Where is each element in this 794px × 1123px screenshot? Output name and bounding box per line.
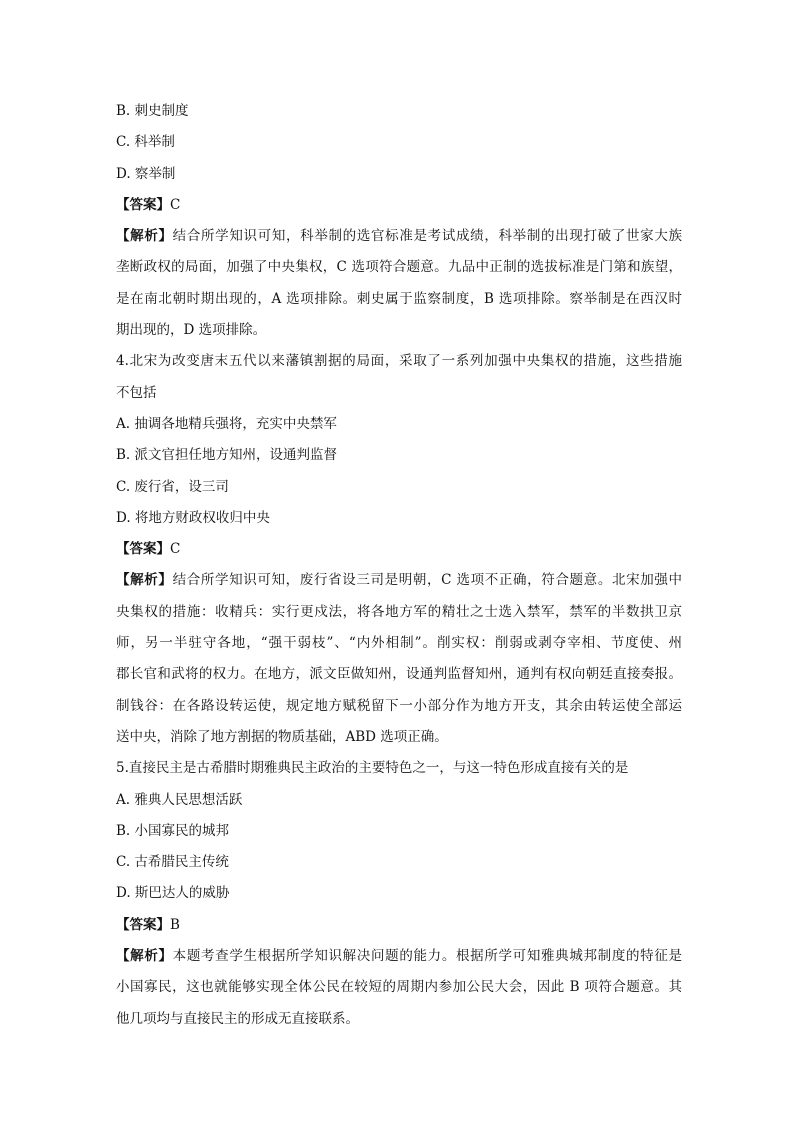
- q3-answer-label: 【答案】: [116, 196, 170, 213]
- q5-option-a: A. 雅典人民思想活跃: [116, 791, 243, 808]
- q5-answer: [116, 915, 682, 946]
- q3-explanation-line-1: [116, 226, 682, 257]
- q3-explanation-label: 【解析】: [116, 228, 173, 245]
- q4-answer-value: C: [170, 541, 181, 558]
- q4-explanation-label: 【解析】: [116, 572, 173, 589]
- q4-explanation-line-3: 师，另一半驻守各地，“强干弱枝”、“内外相制”。削实权：削弱或剥夺宰相、节度使、州: [116, 635, 682, 652]
- q5-explanation-line-1: [116, 946, 682, 977]
- q3-option-c: C. 科举制: [116, 134, 175, 151]
- q5-explanation-text-1: 本题考查学生根据所学知识解决问题的能力。根据所学可知雅典城邦制度的特征是: [172, 948, 682, 965]
- q4-explanation-line-6: 送中央，消除了地方割据的物质基础，ABD 选项正确。: [116, 728, 448, 745]
- q4-explanation-line-4: 郡长官和武将的权力。在地方，派文臣做知州，设通判监督知州，通判有权向朝廷直接奏报。: [116, 666, 682, 683]
- q4-answer: [116, 539, 682, 570]
- q4-option-b: B. 派文官担任地方知州，设通判监督: [116, 447, 338, 464]
- q4-question-line-2: 不包括: [116, 384, 157, 401]
- q3-option-b: B. 刺史制度: [116, 103, 189, 119]
- q5-option-d: D. 斯巴达人的威胁: [116, 885, 230, 902]
- q5-question-line-1: 5.直接民主是古希腊时期雅典民主政治的主要特色之一，与这一特色形成直接有关的是: [116, 760, 629, 777]
- q3-explanation-text-1: 结合所学知识可知，科举制的选官标准是考试成绩，科举制的出现打破了世家大族: [172, 228, 682, 245]
- q4-explanation-line-2: 央集权的措施：收精兵：实行更戍法，将各地方军的精壮之士选入禁军，禁军的半数拱卫京: [116, 603, 682, 620]
- q4-explanation-line-1: [116, 570, 682, 601]
- q5-explanation-line-2: 小国寡民，这也就能够实现全体公民在较短的周期内参加公民大会，因此 B 项符合题意。其: [116, 979, 682, 996]
- q4-option-a: A. 抽调各地精兵强将，充实中央禁军: [116, 415, 337, 432]
- q3-explanation-line-3: 是在南北朝时期出现的，A 选项排除。刺史属于监察制度，B 选项排除。察举制是在西汉时: [116, 290, 682, 307]
- q5-explanation-label: 【解析】: [116, 948, 173, 965]
- q5-explanation-line-3: 他几项均与直接民主的形成无直接联系。: [116, 1010, 359, 1027]
- q3-option-d: D. 察举制: [116, 165, 176, 182]
- q4-question-line-1: 4.北宋为改变唐末五代以来藩镇割据的局面，采取了一系列加强中央集权的措施，这些措施: [116, 353, 682, 370]
- q4-explanation-line-5: 制钱谷：在各路设转运使，规定地方赋税留下一小部分作为地方开支，其余由转运使全部运: [116, 697, 682, 714]
- q3-answer: [116, 195, 682, 226]
- q4-option-d: D. 将地方财政权收归中央: [116, 509, 270, 526]
- q5-option-c: C. 古希腊民主传统: [116, 854, 229, 871]
- q5-answer-label: 【答案】: [116, 916, 170, 933]
- q4-explanation-text-1: 结合所学知识可知，废行省设三司是明朝，C 选项不正确，符合题意。北宋加强中: [172, 572, 682, 589]
- q3-answer-value: C: [170, 196, 181, 213]
- q3-explanation-line-4: 期出现的，D 选项排除。: [116, 322, 267, 339]
- q4-answer-label: 【答案】: [116, 541, 170, 558]
- q4-option-c: C. 废行省，设三司: [116, 478, 229, 495]
- q5-option-b: B. 小国寡民的城邦: [116, 822, 230, 839]
- q5-answer-value: B: [170, 916, 180, 933]
- document-content: [116, 101, 682, 1040]
- q3-explanation-line-2: 垄断政权的局面，加强了中央集权，C 选项符合题意。九品中正制的选拔标准是门第和族望，: [116, 259, 682, 276]
